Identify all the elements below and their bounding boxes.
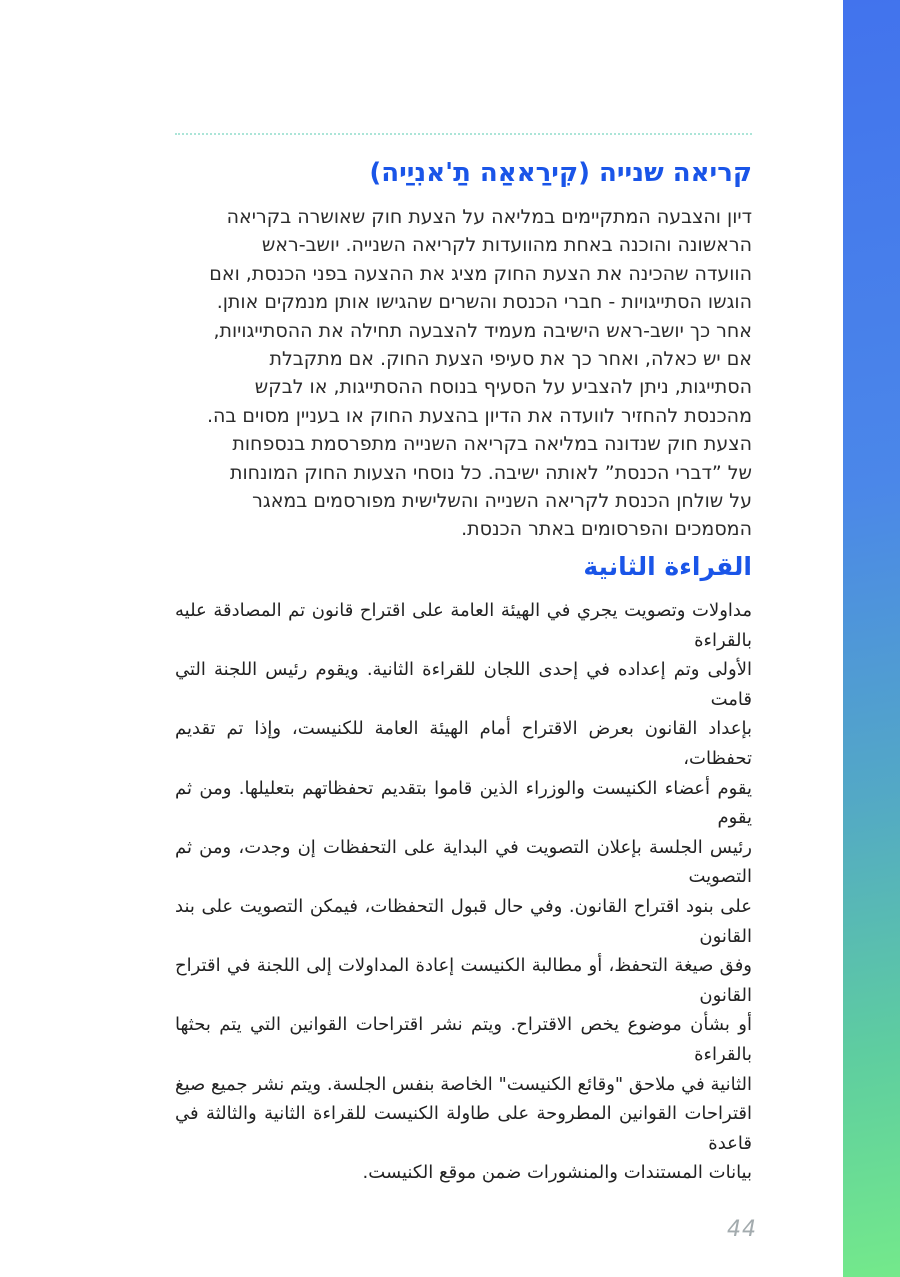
hebrew-paragraph-line: אחר כך יושב-ראש הישיבה מעמיד להצבעה תחילה את ההסתייגויות, bbox=[213, 319, 752, 342]
arabic-paragraph-line: رئيس الجلسة بإعلان التصويت في البداية على التحفظات إن وجدت، ومن ثم التصويت bbox=[175, 836, 752, 888]
hebrew-paragraph-line: דיון והצבעה המתקיימים במליאה על הצעת חוק שאושרה בקריאה bbox=[226, 206, 752, 228]
arabic-section-heading: القراءة الثانية bbox=[583, 552, 752, 581]
arabic-paragraph-line: وفق صيغة التحفظ، أو مطالبة الكنيست إعادة المداولات إلى اللجنة في اقتراح القانون bbox=[175, 955, 752, 1006]
hebrew-paragraph-line: מהכנסת להחזיר לוועדה את הדיון בהצעת החוק או בעניין מסוים בה. bbox=[206, 404, 752, 427]
hebrew-paragraph-line: הראשונה והוכנה באחת מהוועדות לקריאה השנייה. יושב-ראש bbox=[261, 234, 752, 257]
page-edge-gradient-bar bbox=[843, 0, 900, 1277]
hebrew-section-heading: קריאה שנייה (קִירַאאַה תַ'אנִיַיה) bbox=[369, 158, 752, 188]
hebrew-paragraph-line: הוגשו הסתייגויות - חברי הכנסת והשרים שהגישו אותן מנמקים אותן. bbox=[216, 291, 752, 314]
arabic-paragraph-line: يقوم أعضاء الكنيست والوزراء الذين قاموا بتقديم تحفظاتهم بتعليلها. ومن ثم يقوم bbox=[175, 777, 752, 829]
arabic-paragraph-line: اقتراحات القوانين المطروحة على طاولة الكنيست للقراءة الثانية والثالثة في قاعدة bbox=[175, 1103, 752, 1154]
arabic-paragraph-line: الثانية في ملاحق "وقائع الكنيست" الخاصة بنفس الجلسة. ويتم نشر جميع صيغ bbox=[175, 1073, 752, 1095]
hebrew-paragraph-line: המסמכים והפרסומים באתר הכנסת. bbox=[461, 518, 752, 541]
dotted-divider-line bbox=[175, 133, 752, 135]
hebrew-paragraph-line: של ”דברי הכנסת” לאותה ישיבה. כל נוסחי הצעות החוק המונחות bbox=[229, 461, 752, 484]
arabic-paragraph bbox=[175, 596, 752, 1188]
hebrew-paragraph-line: הצעת חוק שנדונה במליאה בקריאה השנייה מתפרסמת בנספחות bbox=[232, 433, 752, 456]
arabic-paragraph-line: مداولات وتصويت يجري في الهيئة العامة على اقتراح قانون تم المصادقة عليه بالقراءة bbox=[175, 600, 752, 651]
page-number: 44 bbox=[727, 1217, 757, 1242]
hebrew-paragraph-line: על שולחן הכנסת לקריאה השנייה והשלישית מפורסמים במאגר bbox=[252, 490, 752, 513]
hebrew-paragraph-line: אם יש כאלה, ואחר כך את סעיפי הצעת החוק. אם מתקבלת bbox=[269, 348, 752, 371]
hebrew-paragraph bbox=[175, 203, 752, 544]
arabic-paragraph-line: أو بشأن موضوع يخص الاقتراح. ويتم نشر اقتراحات القوانين التي يتم بحثها بالقراءة bbox=[175, 1014, 752, 1065]
arabic-paragraph-line: بإعداد القانون بعرض الاقتراح أمام الهيئة العامة للكنيست، وإذا تم تقديم تحفظات، bbox=[175, 718, 752, 769]
arabic-paragraph-line: على بنود اقتراح القانون. وفي حال قبول التحفظات، فيمكن التصويت على بند القانون bbox=[175, 895, 752, 947]
arabic-paragraph-line: بيانات المستندات والمنشورات ضمن موقع الكنيست. bbox=[362, 1162, 752, 1184]
hebrew-paragraph-line: הוועדה שהכינה את הצעת החוק מציג את ההצעה בפני הכנסת, ואם bbox=[209, 262, 752, 285]
hebrew-paragraph-line: הסתייגות, ניתן להצביע על הסעיף בנוסח ההסתייגות, או לבקש bbox=[254, 376, 752, 399]
arabic-paragraph-line: الأولى وتم إعداده في إحدى اللجان للقراءة الثانية. ويقوم رئيس اللجنة التي قامت bbox=[175, 659, 752, 710]
